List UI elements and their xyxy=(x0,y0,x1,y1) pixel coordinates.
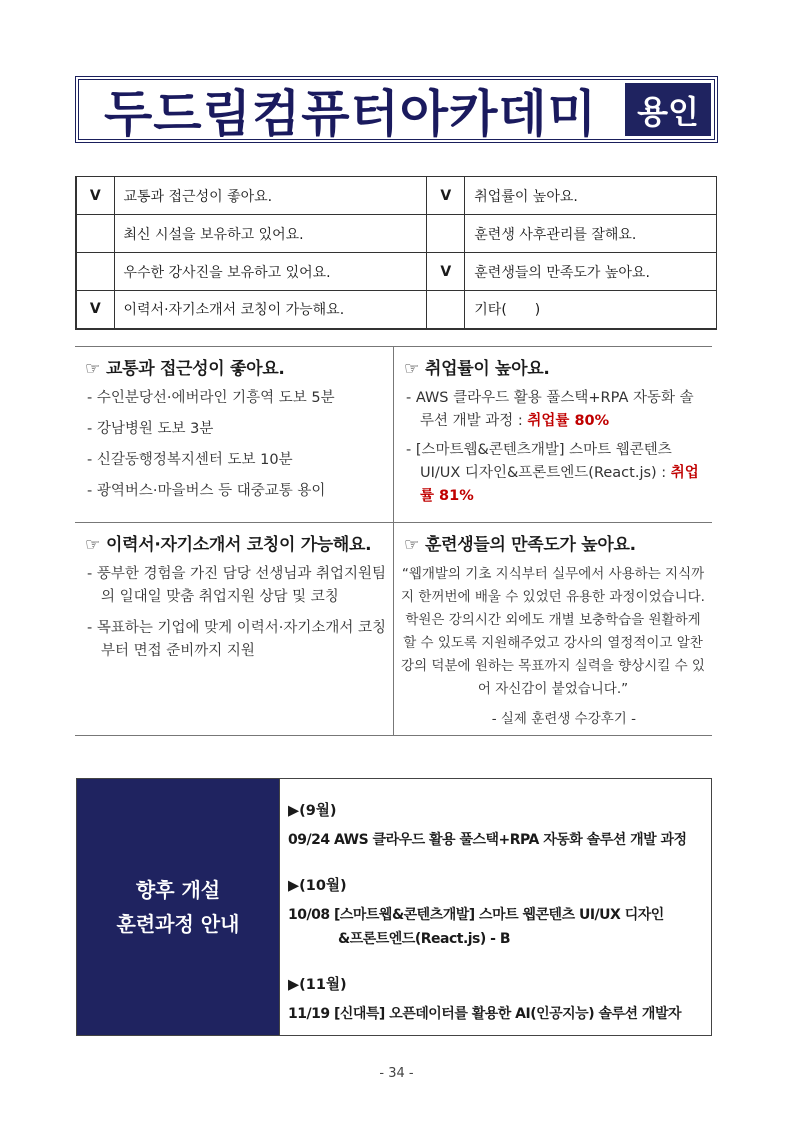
check-mark: V xyxy=(76,177,114,215)
course-entry: 10/08 [스마트웹&콘텐츠개발] 스마트 웹콘텐츠 UI/UX 디자인 xyxy=(288,907,664,923)
checklist-row xyxy=(76,215,717,253)
page-number: - 34 - xyxy=(379,1066,414,1081)
region-badge: 용인 xyxy=(625,83,711,136)
course-text: - [스마트웹&콘텐츠개발] 스마트 웹콘텐츠 UI/UX 디자인&프론트엔드(React.js) : xyxy=(406,442,672,481)
employment-title: 취업률이 높아요. xyxy=(424,359,550,379)
pointing-hand-icon: ☞ xyxy=(85,359,100,379)
list-item xyxy=(400,439,706,508)
check-mark xyxy=(427,215,465,253)
section-heading xyxy=(404,530,706,555)
checklist-row xyxy=(76,253,717,291)
check-mark: V xyxy=(76,291,114,329)
satisfaction-title: 훈련생들의 만족도가 높아요. xyxy=(424,535,636,555)
satisfaction-section xyxy=(394,523,713,736)
pointing-hand-icon: ☞ xyxy=(85,535,100,555)
employment-section xyxy=(394,347,713,523)
list-item xyxy=(400,387,706,433)
check-label: 취업률이 높아요. xyxy=(465,177,717,215)
course-entry: 09/24 AWS 클라우드 활용 풀스택+RPA 자동화 솔루션 개발 과정 xyxy=(288,832,687,848)
schedule-label xyxy=(77,779,279,1035)
schedule-label-line: 향후 개설 xyxy=(135,878,221,902)
pointing-hand-icon: ☞ xyxy=(404,535,419,555)
schedule-body xyxy=(279,779,711,1035)
info-grid xyxy=(75,346,712,736)
list-item: - 목표하는 기업에 맞게 이력서·자기소개서 코칭부터 면접 준비까지 지원 xyxy=(87,620,387,659)
employment-rate: 취업률 81% xyxy=(420,465,699,504)
check-label: 최신 시설을 보유하고 있어요. xyxy=(114,215,427,253)
academy-title: 두드림컴퓨터아카데미 xyxy=(104,84,597,143)
list-item: - 수인분당선·에버라인 기흥역 도보 5분 xyxy=(87,390,335,406)
course-schedule xyxy=(76,778,712,1036)
check-label: 교통과 접근성이 좋아요. xyxy=(114,177,427,215)
list-item: - 강남병원 도보 3분 xyxy=(87,421,214,437)
section-heading xyxy=(404,354,706,379)
check-mark xyxy=(76,215,114,253)
employment-rate: 취업률 80% xyxy=(527,413,610,429)
list-item: - 광역버스·마을버스 등 대중교통 용이 xyxy=(87,483,326,499)
feature-checklist xyxy=(75,176,717,330)
course-entry: 11/19 [신대특] 오픈데이터를 활용한 AI(인공지능) 솔루션 개발자 xyxy=(288,1006,681,1022)
review-source: - 실제 훈련생 수강후기 - xyxy=(491,711,636,727)
check-mark: V xyxy=(427,177,465,215)
section-heading xyxy=(85,530,387,555)
list-item: - 신갈동행정복지센터 도보 10분 xyxy=(87,452,293,468)
check-label: 기타( ) xyxy=(465,291,717,329)
course-text: - AWS 클라우드 활용 풀스택+RPA 자동화 솔루션 개발 과정 : xyxy=(406,390,694,429)
schedule-label-line: 훈련과정 안내 xyxy=(116,912,240,936)
check-label: 훈련생들의 만족도가 높아요. xyxy=(465,253,717,291)
access-title: 교통과 접근성이 좋아요. xyxy=(105,359,285,379)
page-header xyxy=(75,76,718,143)
course-entry-cont: &프론트엔드(React.js) - B xyxy=(338,931,511,947)
check-mark: V xyxy=(427,253,465,291)
pointing-hand-icon: ☞ xyxy=(404,359,419,379)
resume-title: 이력서·자기소개서 코칭이 가능해요. xyxy=(105,535,372,555)
resume-section xyxy=(75,523,394,736)
access-section xyxy=(75,347,394,523)
check-mark xyxy=(76,253,114,291)
month-heading: ▶(10월) xyxy=(288,878,347,894)
check-mark xyxy=(427,291,465,329)
checklist-row xyxy=(76,291,717,329)
student-review: “웹개발의 기초 지식부터 실무에서 사용하는 지식까지 한꺼번에 배울 수 있었던 유용한 과정이었습니다. 학원은 강의시간 외에도 개별 보충학습을 원활하게 할 수 있도록 지원해주었고 강사의 열정적이고 알찬 강의 덕분에 원하는 목표까지 실력을 향상시킬 수 있어 자신감이 붙었습니다.” xyxy=(401,566,705,697)
list-item: - 풍부한 경험을 가진 담당 선생님과 취업지원팀의 일대일 맞춤 취업지원 상담 및 코칭 xyxy=(87,566,387,605)
check-label: 우수한 강사진을 보유하고 있어요. xyxy=(114,253,427,291)
check-label: 이력서·자기소개서 코칭이 가능해요. xyxy=(114,291,427,329)
month-heading: ▶(11월) xyxy=(288,977,347,993)
section-heading xyxy=(85,354,387,379)
check-label: 훈련생 사후관리를 잘해요. xyxy=(465,215,717,253)
checklist-row xyxy=(76,177,717,215)
month-heading: ▶(9월) xyxy=(288,803,337,819)
